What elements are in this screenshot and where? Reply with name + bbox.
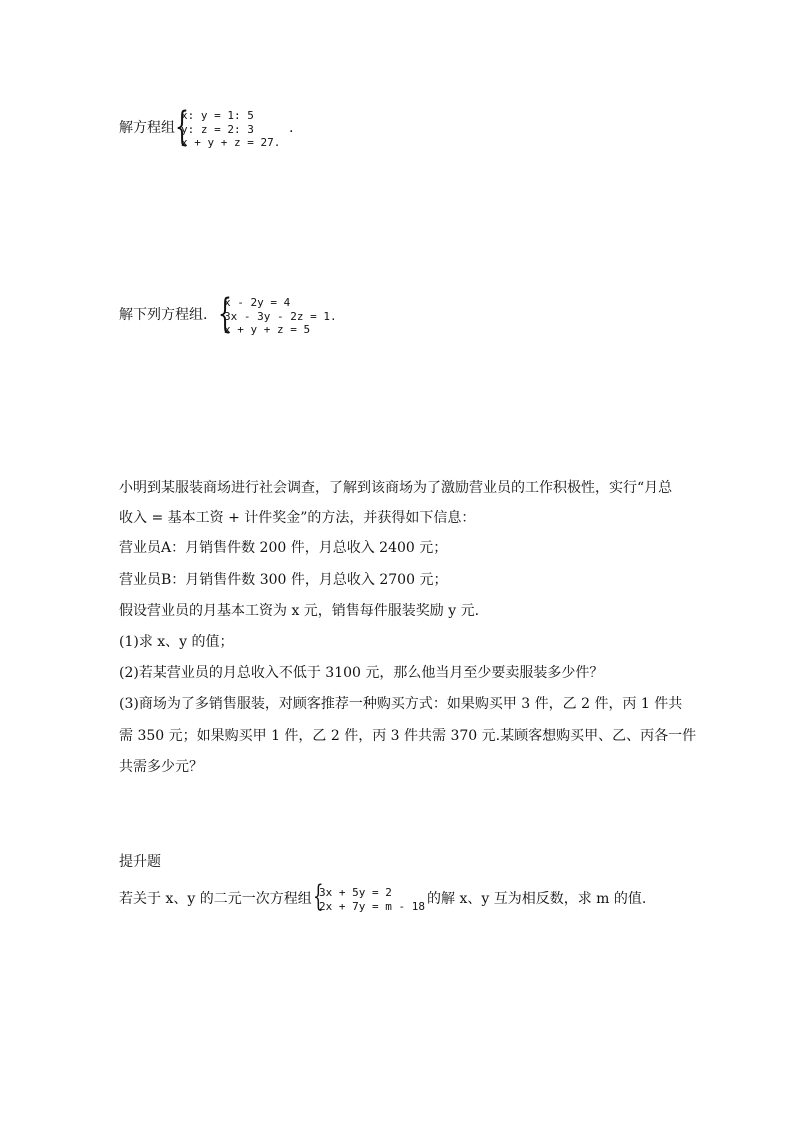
problem-4-prefix: 若关于 x、y 的二元一次方程组 (119, 891, 312, 907)
problem-4-suffix: 的解 x、y 互为相反数，求 m 的值. (427, 891, 647, 907)
left-brace-icon: { (313, 879, 324, 914)
section-title: 提升题 (119, 854, 161, 870)
equation: x: y = 1: 5 (181, 109, 254, 122)
equation: 2x + 7y = m - 18 (319, 899, 425, 913)
equation: x - 2y = 4 (224, 296, 291, 309)
question-2: (2)若某营业员的月总收入不低于 3100 元，那么他当月至少要卖服装多少件？ (119, 665, 604, 681)
left-brace-icon: { (175, 104, 189, 150)
problem-1-suffix: . (289, 120, 294, 136)
text-line: 小明到某服装商场进行社会调查，了解到该商场为了激励营业员的工作积极性，实行“月总 (119, 480, 673, 496)
text-line: 收入 = 基本工资 + 计件奖金”的方法，并获得如下信息： (119, 510, 476, 526)
question-1: (1)求 x、y 的值； (119, 634, 234, 650)
text-line: 假设营业员的月基本工资为 x 元，销售每件服装奖励 y 元. (119, 603, 480, 619)
problem-2-prefix: 解下列方程组. (119, 307, 208, 323)
equation: 3x + 5y = 2 (319, 886, 392, 899)
text-line: 共需多少元？ (119, 759, 203, 775)
problem-4-equations (319, 886, 425, 913)
question-3: (3)商场为了多销售服装，对顾客推荐一种购买方式：如果购买甲 3 件，乙 2 件，丙 1 件共 (119, 696, 683, 712)
problem-2-equations (224, 296, 337, 337)
equation: x + y + z = 5 (224, 323, 311, 336)
equation: x + y + z = 27. (181, 136, 281, 149)
equation: y: z = 2: 3 (181, 122, 254, 136)
problem-1-prefix: 解方程组 (119, 120, 175, 136)
equation: 3x - 3y - 2z = 1. (224, 309, 337, 323)
text-line: 营业员A：月销售件数 200 件，月总收入 2400 元； (119, 540, 448, 556)
text-line: 需 350 元；如果购买甲 1 件，乙 2 件，丙 3 件共需 370 元.某顾客想购买甲、乙、丙各一件 (119, 728, 697, 744)
left-brace-icon: { (218, 291, 232, 337)
problem-1-equations (181, 109, 280, 150)
text-line: 营业员B：月销售件数 300 件，月总收入 2700 元； (119, 572, 448, 588)
